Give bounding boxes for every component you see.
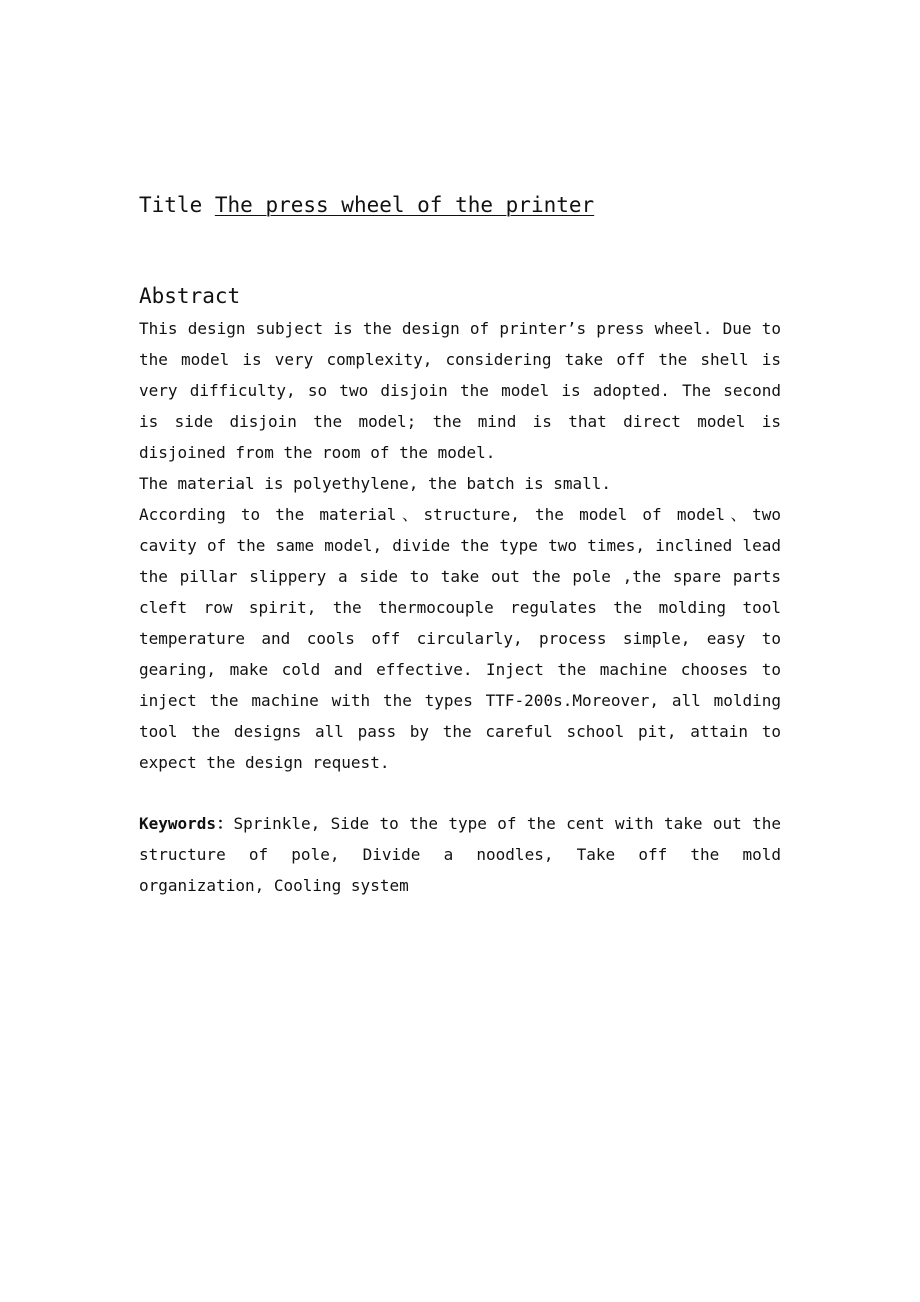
keywords-section (139, 808, 781, 901)
keywords-label: Keywords： (139, 814, 234, 833)
abstract-body (139, 313, 781, 778)
abstract-paragraph: According to the material、structure, the model of model、two cavity of the same model, divide the type two times, inclined lead the pillar slippery a side to take out the pole ,the spare parts cleft row spirit, the thermocouple regulates the molding tool temperature and cools off circularly, process simple, easy to gearing, make cold and effective. Inject the machine chooses to inject the machine with the types TTF-200s.Moreover, all molding tool the designs all pass by the careful school pit, attain to expect the design request. (139, 505, 781, 772)
abstract-heading: Abstract (139, 284, 241, 308)
title-text: The press wheel of the printer (214, 193, 595, 217)
keywords-text: Sprinkle, Side to the type of the cent with take out the structure of pole, Divide a noodles, Take off the mold organization, Cooling system (139, 814, 781, 895)
abstract-paragraph: This design subject is the design of printer’s press wheel. Due to the model is very complexity, considering take off the shell is very difficulty, so two disjoin the model is adopted. The second is side disjoin the model; the mind is that direct model is disjoined from the room of the model. (139, 319, 781, 462)
title-line (139, 190, 594, 220)
title-label: Title (139, 193, 203, 217)
abstract-paragraph: The material is polyethylene, the batch is small. (139, 474, 612, 493)
